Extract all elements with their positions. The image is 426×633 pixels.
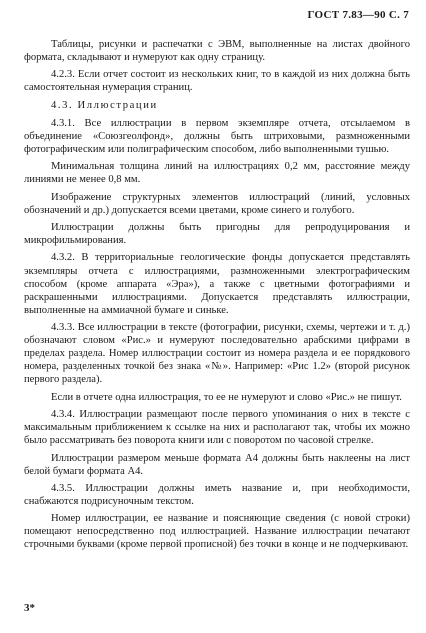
paragraph-line-thickness: Минимальная толщина линий на иллюстрациях 0,2 мм, расстояние между линиями не менее 0,8 мм. [24,161,410,186]
paragraph-4-3-1: 4.3.1. Все иллюстрации в первом экземпляре отчета, отсылаемом в объединение «Союзгеолфонд», должны быть штриховыми, размноженными фотографическим или полиграфическим способом, либо выполненными тушью. [24,117,410,156]
paragraph-tables-double-format: Таблицы, рисунки и распечатки с ЭВМ, выполненные на листах двойного формата, складывают и нумеруют как одну страницу. [24,39,410,64]
paragraph-structural-elements: Изображение структурных элементов иллюстраций (линий, условных обозначений и др.) допускается всеми цветами, кроме синего и голубого. [24,191,410,216]
section-heading-illustrations: 4.3. Иллюстрации [51,99,158,111]
paragraph-reproduction: Иллюстрации должны быть пригодны для репродуцирования и микрофильмирования. [24,222,410,247]
paragraph-4-3-3: 4.3.3. Все иллюстрации в тексте (фотографии, рисунки, схемы, чертежи и т. д.) обозначают словом «Рис.» и нумеруют последовательно арабскими цифрами в пределах раздела. Номер иллюстрации состоит из номера раздела и ее порядкового номера, разделенных точкой без знака «№». Например: «Рис 1.2» (второй рисунок первого раздела). [24,322,410,386]
paragraph-single-illustration: Если в отчете одна иллюстрация, то ее не нумеруют и слово «Рис.» не пишут. [51,391,402,403]
paragraph-4-3-5: 4.3.5. Иллюстрации должны иметь название и, при необходимости, снабжаются подрисуночным текстом. [24,482,410,507]
paragraph-caption-rules: Номер иллюстрации, ее название и поясняющие сведения (с новой строки) помещают непосредственно под иллюстрацией. Название иллюстрации печатают строчными буквами (кроме первой прописной) без точки в конце и не подчеркивают. [24,513,410,551]
paragraph-a4-mounting: Иллюстрации размером меньше формата А4 должны быть наклеены на лист белой бумаги формата А4. [24,452,410,477]
paragraph-4-3-2: 4.3.2. В территориальные геологические фонды допускается представлять экземпляры отчета с иллюстрациями, размноженными электрографическим способом (кроме аппарата «Эра»), а также с цветными фотографиями и раскрашенными иллюстрациями. Допускается представлять иллюстрации, выполненные на аммиачной бумаге и синьке. [24,252,410,316]
paragraph-4-2-3: 4.2.3. Если отчет состоит из нескольких книг, то в каждой из них должна быть самостоятельная нумерация страниц. [24,69,410,94]
paragraph-4-3-4: 4.3.4. Иллюстрации размещают после первого упоминания о них в тексте с максимальным приближением к ссылке на них и располагают так, чтобы их можно было рассматривать без поворота книги или с поворотом по часовой стрелке. [24,409,410,447]
standard-header: ГОСТ 7.83—90 С. 7 [307,9,409,21]
signature-mark: 3* [24,602,35,614]
body-text [24,38,410,556]
